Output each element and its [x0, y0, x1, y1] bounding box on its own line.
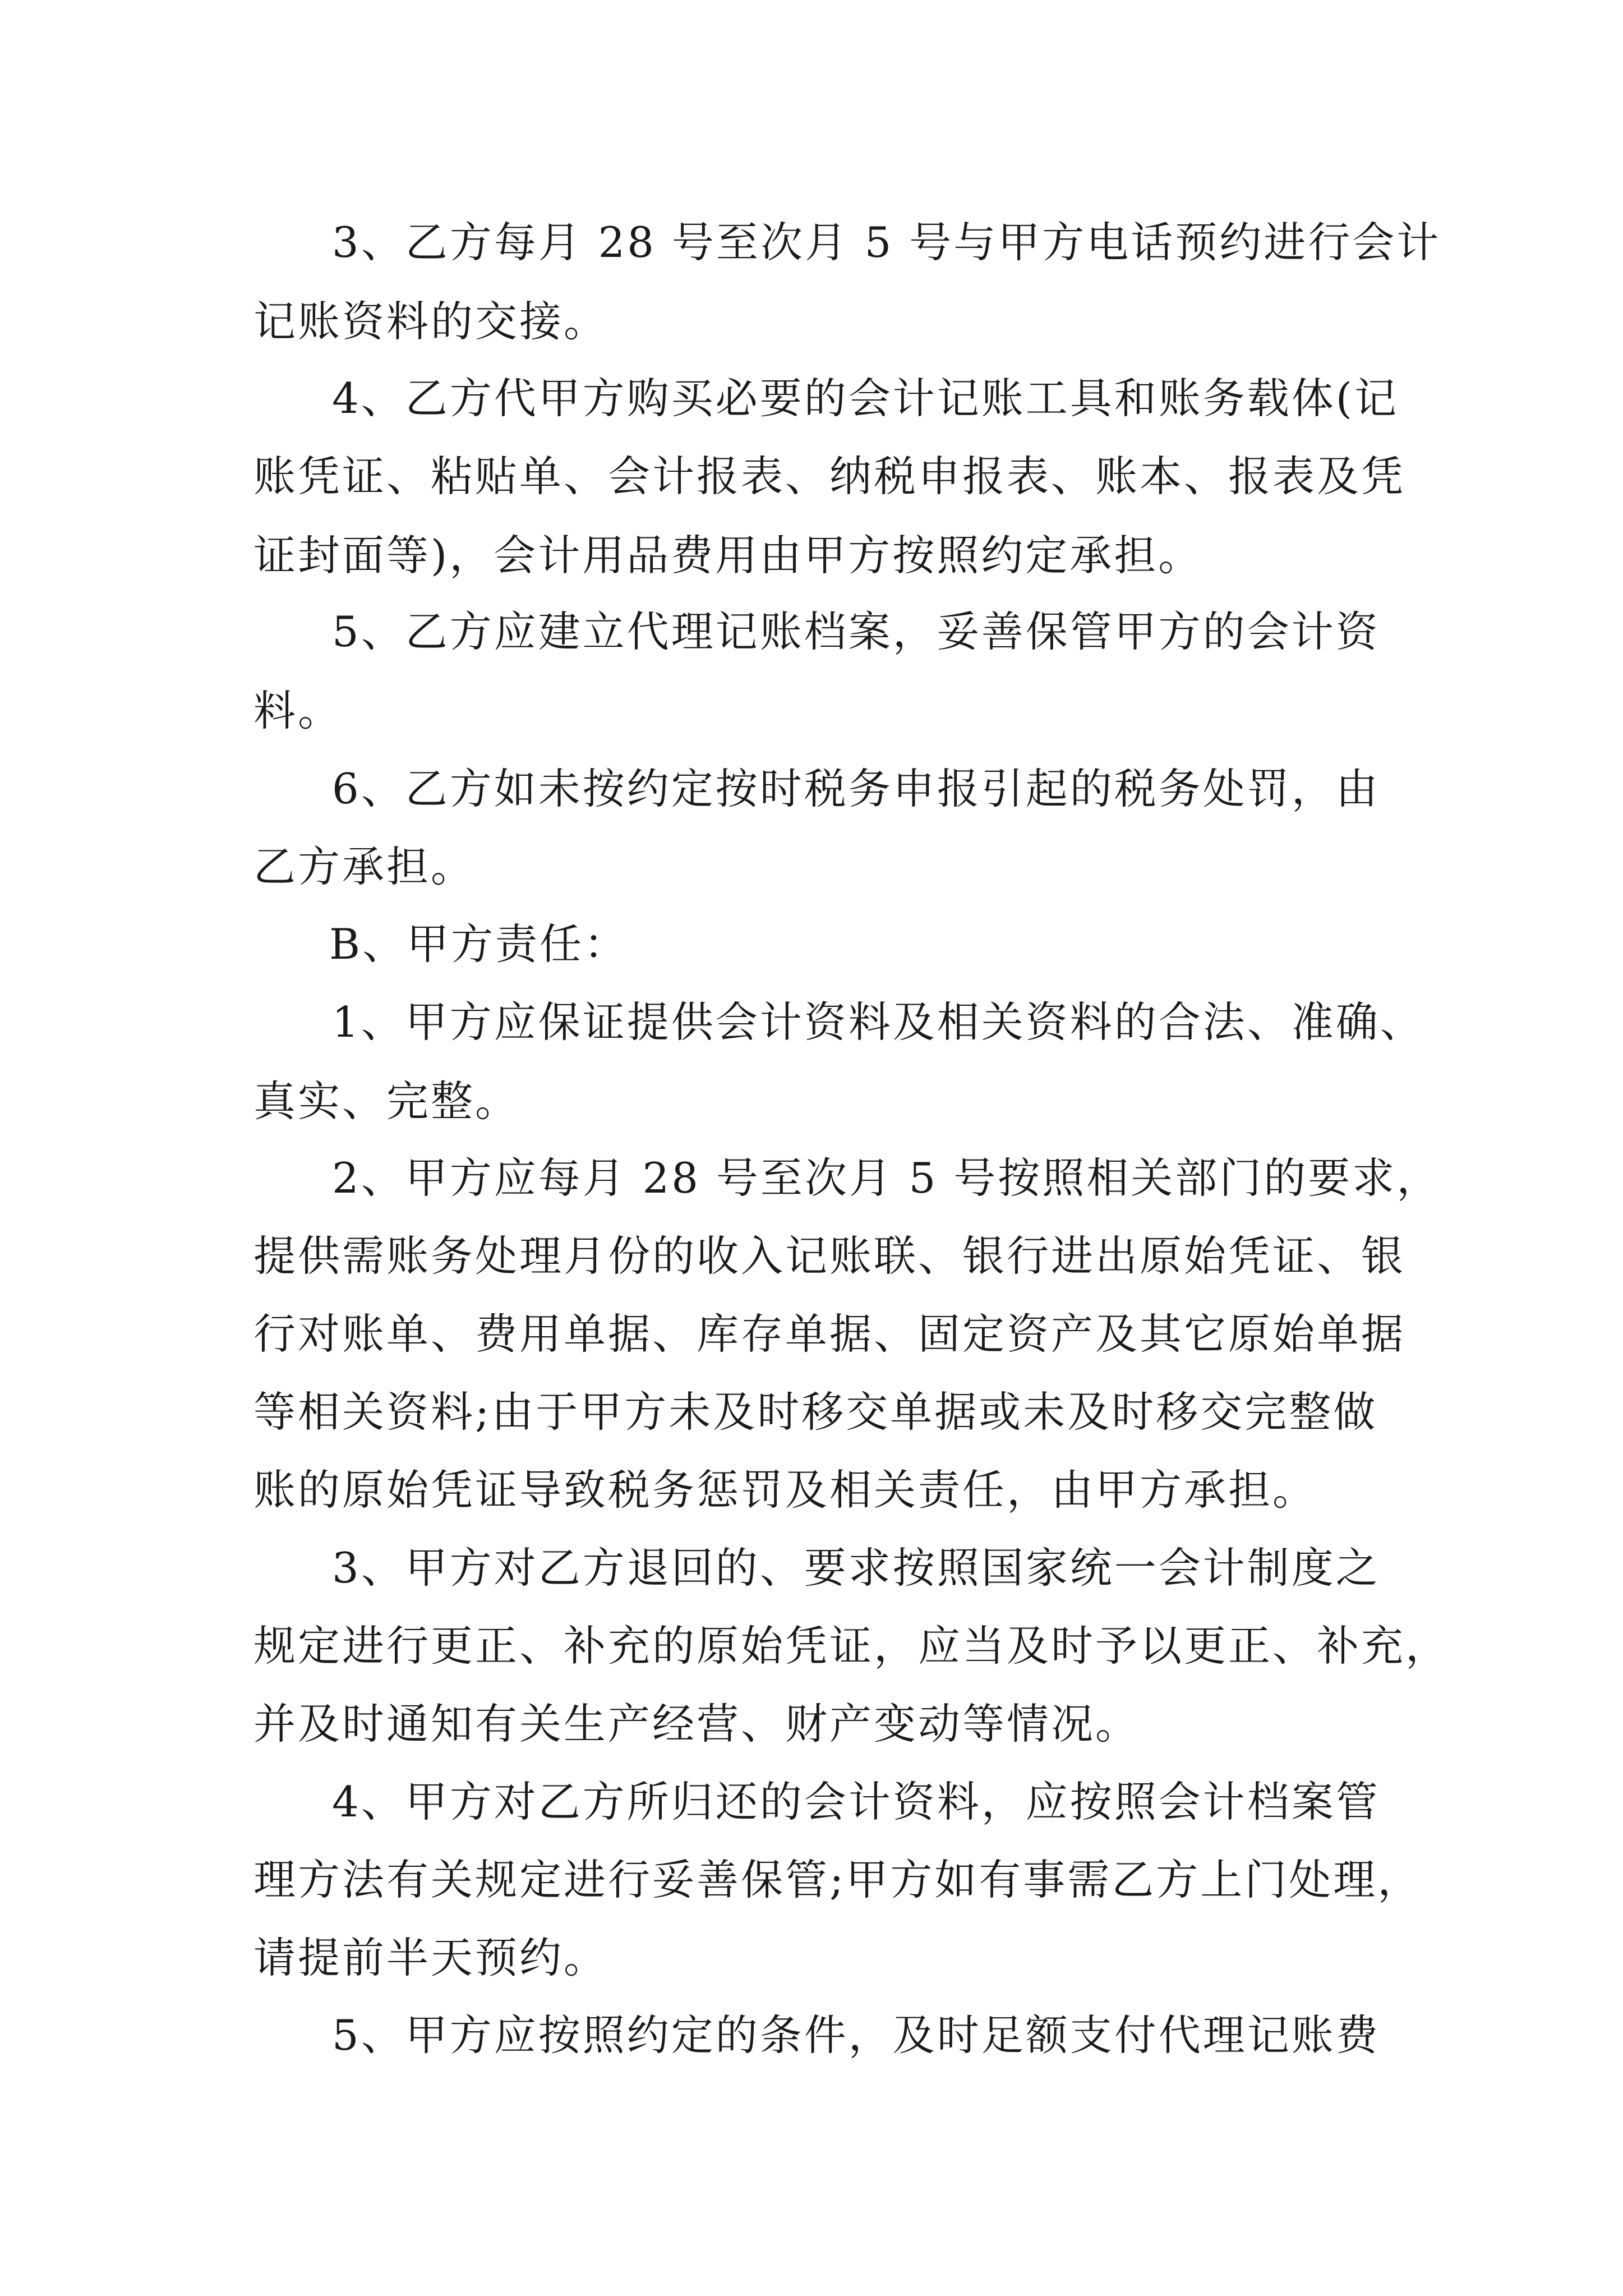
paragraph-line: 3、甲方对乙方退回的、要求按照国家统一会计制度之: [332, 1543, 1380, 1593]
paragraph-line: 账凭证、粘贴单、会计报表、纳税申报表、账本、报表及凭: [253, 452, 1406, 501]
paragraph-line: 行对账单、费用单据、库存单据、固定资产及其它原始单据: [253, 1309, 1406, 1359]
paragraph-line: 理方法有关规定进行妥善保管;甲方如有事需乙方上门处理，: [253, 1855, 1422, 1904]
paragraph-line: 账的原始凭证导致税务惩罚及相关责任，由甲方承担。: [253, 1465, 1317, 1515]
paragraph-line: 提供需账务处理月份的收入记账联、银行进出原始凭证、银: [253, 1231, 1406, 1281]
paragraph-line: 6、乙方如未按约定按时税务申报引起的税务处罚，由: [332, 764, 1380, 813]
section-heading: B、甲方责任：: [329, 919, 629, 969]
paragraph-line: 2、甲方应每月 28 号至次月 5 号按照相关部门的要求，: [332, 1153, 1441, 1203]
paragraph-line: 3、乙方每月 28 号至次月 5 号与甲方电话预约进行会计: [332, 218, 1441, 267]
paragraph-line: 5、乙方应建立代理记账档案，妥善保管甲方的会计资: [332, 607, 1380, 656]
paragraph-line: 5、甲方应按照约定的条件，及时足额支付代理记账费: [332, 2010, 1380, 2060]
paragraph-line: 料。: [253, 686, 343, 735]
paragraph-line: 4、乙方代甲方购买必要的会计记账工具和账务载体(记: [332, 374, 1399, 423]
paragraph-line: 1、甲方应保证提供会计资料及相关资料的合法、准确、: [332, 997, 1424, 1047]
paragraph-line: 规定进行更正、补充的原始凭证，应当及时予以更正、补充，: [253, 1621, 1450, 1671]
paragraph-line: 4、甲方对乙方所归还的会计资料，应按照会计档案管: [332, 1777, 1380, 1826]
paragraph-line: 真实、完整。: [253, 1076, 520, 1126]
paragraph-line: 等相关资料;由于甲方未及时移交单据或未及时移交完整做: [253, 1387, 1378, 1437]
paragraph-line: 乙方承担。: [253, 842, 476, 891]
paragraph-line: 记账资料的交接。: [253, 297, 608, 346]
paragraph-line: 证封面等)，会计用品费用由甲方按照约定承担。: [253, 531, 1203, 580]
paragraph-line: 请提前半天预约。: [253, 1933, 608, 1982]
paragraph-line: 并及时通知有关生产经营、财产变动等情况。: [253, 1699, 1140, 1749]
